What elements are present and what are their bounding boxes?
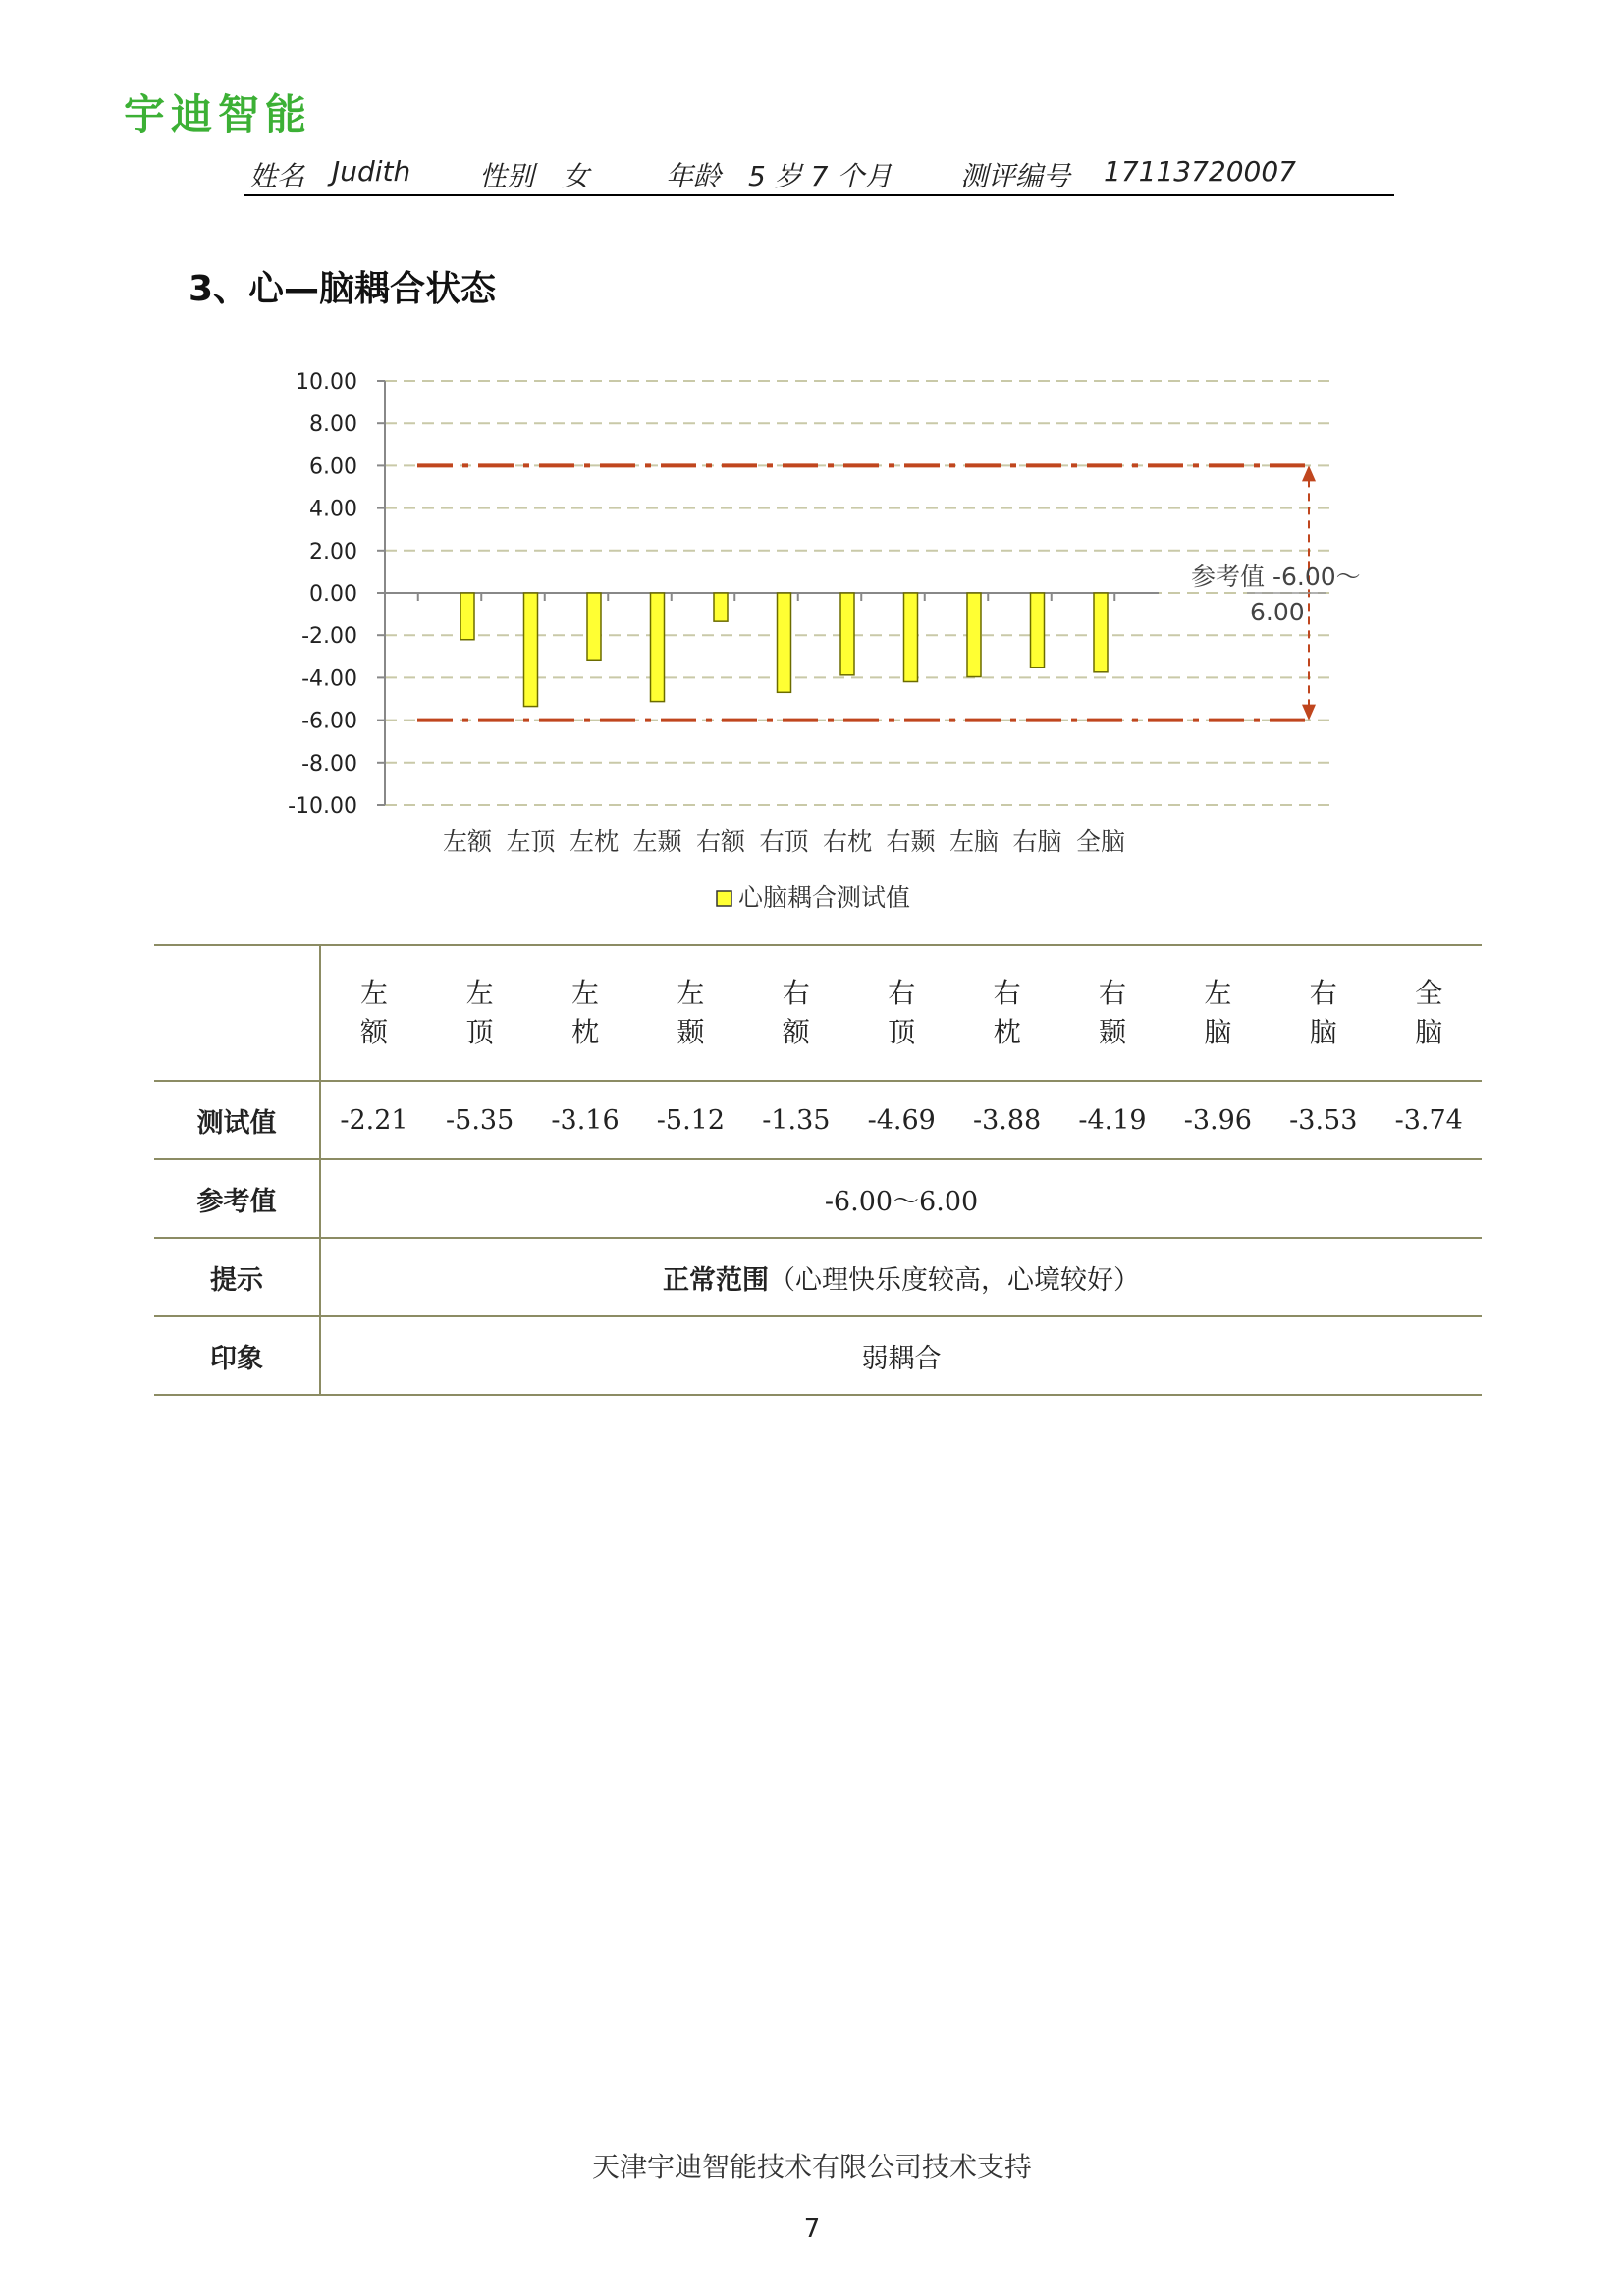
- y-tick-label: 2.00: [309, 539, 357, 564]
- x-tick-label: 左额: [442, 828, 493, 856]
- bar: [524, 593, 538, 707]
- test-value-cell: -3.74: [1376, 1081, 1482, 1159]
- annotation-line-1: 参考值 -6.00～: [1191, 562, 1361, 591]
- column-header: [743, 945, 848, 1081]
- column-header: [1059, 945, 1164, 1081]
- hint-detail: （心理快乐度较高，心境较好）: [769, 1264, 1140, 1296]
- test-value-cell: -4.69: [849, 1081, 954, 1159]
- x-tick-label: 右顶: [759, 828, 809, 856]
- table-corner-cell: [154, 945, 320, 1081]
- column-header: [427, 945, 532, 1081]
- test-value-label: 测试值: [154, 1081, 320, 1159]
- x-tick-label: 右颞: [886, 828, 936, 856]
- column-header-label: 左顶: [465, 977, 494, 1048]
- bar: [714, 593, 728, 621]
- column-header-label: 右脑: [1309, 977, 1337, 1048]
- patient-info-bar: [244, 153, 1394, 196]
- reference-value: -6.00～6.00: [320, 1159, 1482, 1238]
- chart-legend: [717, 883, 910, 912]
- x-tick-label: 左颞: [632, 828, 682, 856]
- x-tick-label: 右脑: [1012, 828, 1062, 856]
- bar: [967, 593, 981, 677]
- id-value: 17113720007: [1104, 155, 1296, 187]
- section-title: 3、心—脑耦合状态: [189, 269, 497, 309]
- bar: [1094, 593, 1108, 672]
- reference-label: 参考值: [154, 1159, 320, 1238]
- reference-annotation: [1191, 562, 1361, 626]
- test-value-cell: -3.96: [1165, 1081, 1271, 1159]
- y-tick-label: 4.00: [309, 497, 357, 522]
- bars: [460, 593, 1108, 707]
- impression-row: [154, 1316, 1482, 1395]
- column-header-label: 右顶: [888, 977, 916, 1048]
- test-value-cell: -5.12: [638, 1081, 743, 1159]
- hint-label: 提示: [154, 1238, 320, 1316]
- y-tick-label: -6.00: [301, 709, 357, 734]
- column-header: [1165, 945, 1271, 1081]
- id-label: 测评编号: [960, 160, 1071, 192]
- y-tick-label: -2.00: [301, 624, 357, 650]
- arrow-down-icon: [1302, 705, 1316, 721]
- bar: [904, 593, 918, 682]
- brand-logo: 宇迪智能: [124, 90, 313, 138]
- table-header-row: [154, 945, 1482, 1081]
- impression-label: 印象: [154, 1316, 320, 1395]
- bar: [651, 593, 665, 702]
- x-tick-label: 右枕: [822, 828, 873, 856]
- bar: [587, 593, 601, 660]
- column-header-label: 右枕: [993, 977, 1021, 1048]
- legend-swatch: [717, 891, 731, 906]
- test-value-row: [154, 1081, 1482, 1159]
- column-header-label: 左枕: [571, 977, 600, 1048]
- test-value-cell: -3.53: [1271, 1081, 1376, 1159]
- test-value-cell: -3.16: [532, 1081, 637, 1159]
- arrow-up-icon: [1302, 465, 1316, 481]
- hint-bold: 正常范围: [663, 1264, 769, 1296]
- bar: [778, 593, 791, 692]
- y-tick-label: 6.00: [309, 454, 357, 480]
- test-value-cell: -1.35: [743, 1081, 848, 1159]
- test-value-cell: -5.35: [427, 1081, 532, 1159]
- reference-row: [154, 1159, 1482, 1238]
- column-header-label: 左脑: [1204, 977, 1232, 1048]
- age-label: 年龄: [666, 160, 722, 192]
- x-tick-label: 左顶: [506, 828, 556, 856]
- bar: [840, 593, 854, 675]
- y-tick-label: -8.00: [301, 751, 357, 776]
- column-header: [849, 945, 954, 1081]
- column-header-label: 左额: [359, 977, 388, 1048]
- column-header: [532, 945, 637, 1081]
- gender-value: 女: [562, 160, 590, 192]
- y-axis-ticks: [288, 370, 385, 819]
- column-header: [954, 945, 1059, 1081]
- x-tick-label: 右额: [695, 828, 746, 856]
- annotation-line-2: 6.00: [1250, 598, 1305, 626]
- y-tick-label: 8.00: [309, 412, 357, 438]
- column-header: [320, 945, 427, 1081]
- column-header: [638, 945, 743, 1081]
- result-table: [154, 944, 1482, 1396]
- x-tick-label: 左脑: [948, 828, 1000, 856]
- column-header-label: 左颞: [677, 977, 705, 1048]
- footer-support-text: 天津宇迪智能技术有限公司技术支持: [591, 2151, 1032, 2183]
- legend-label: 心脑耦合测试值: [738, 883, 911, 912]
- y-tick-label: -10.00: [288, 794, 357, 819]
- test-value-cell: -3.88: [954, 1081, 1059, 1159]
- column-header: [1271, 945, 1376, 1081]
- bar: [460, 593, 474, 640]
- y-tick-label: 10.00: [296, 370, 357, 395]
- column-header-label: 右颞: [1098, 977, 1126, 1048]
- age-value: 5 岁 7 个月: [748, 160, 893, 192]
- x-tick-label: 左枕: [568, 828, 620, 856]
- name-label: 姓名: [249, 160, 305, 192]
- coupling-bar-chart: [265, 353, 1384, 923]
- y-tick-label: 0.00: [309, 582, 357, 607]
- hint-value: [320, 1238, 1482, 1316]
- impression-value: 弱耦合: [320, 1316, 1482, 1395]
- hint-row: [154, 1238, 1482, 1316]
- name-value: Judith: [332, 155, 411, 187]
- x-tick-label: 全脑: [1075, 828, 1126, 856]
- gender-label: 性别: [479, 160, 535, 192]
- test-value-cell: -2.21: [320, 1081, 427, 1159]
- column-header: [1376, 945, 1482, 1081]
- bar: [1031, 593, 1045, 667]
- column-header-label: 右额: [782, 977, 810, 1048]
- column-header-label: 全脑: [1415, 977, 1443, 1048]
- page-number: 7: [803, 2215, 821, 2244]
- y-tick-label: -4.00: [301, 667, 357, 692]
- test-value-cell: -4.19: [1059, 1081, 1164, 1159]
